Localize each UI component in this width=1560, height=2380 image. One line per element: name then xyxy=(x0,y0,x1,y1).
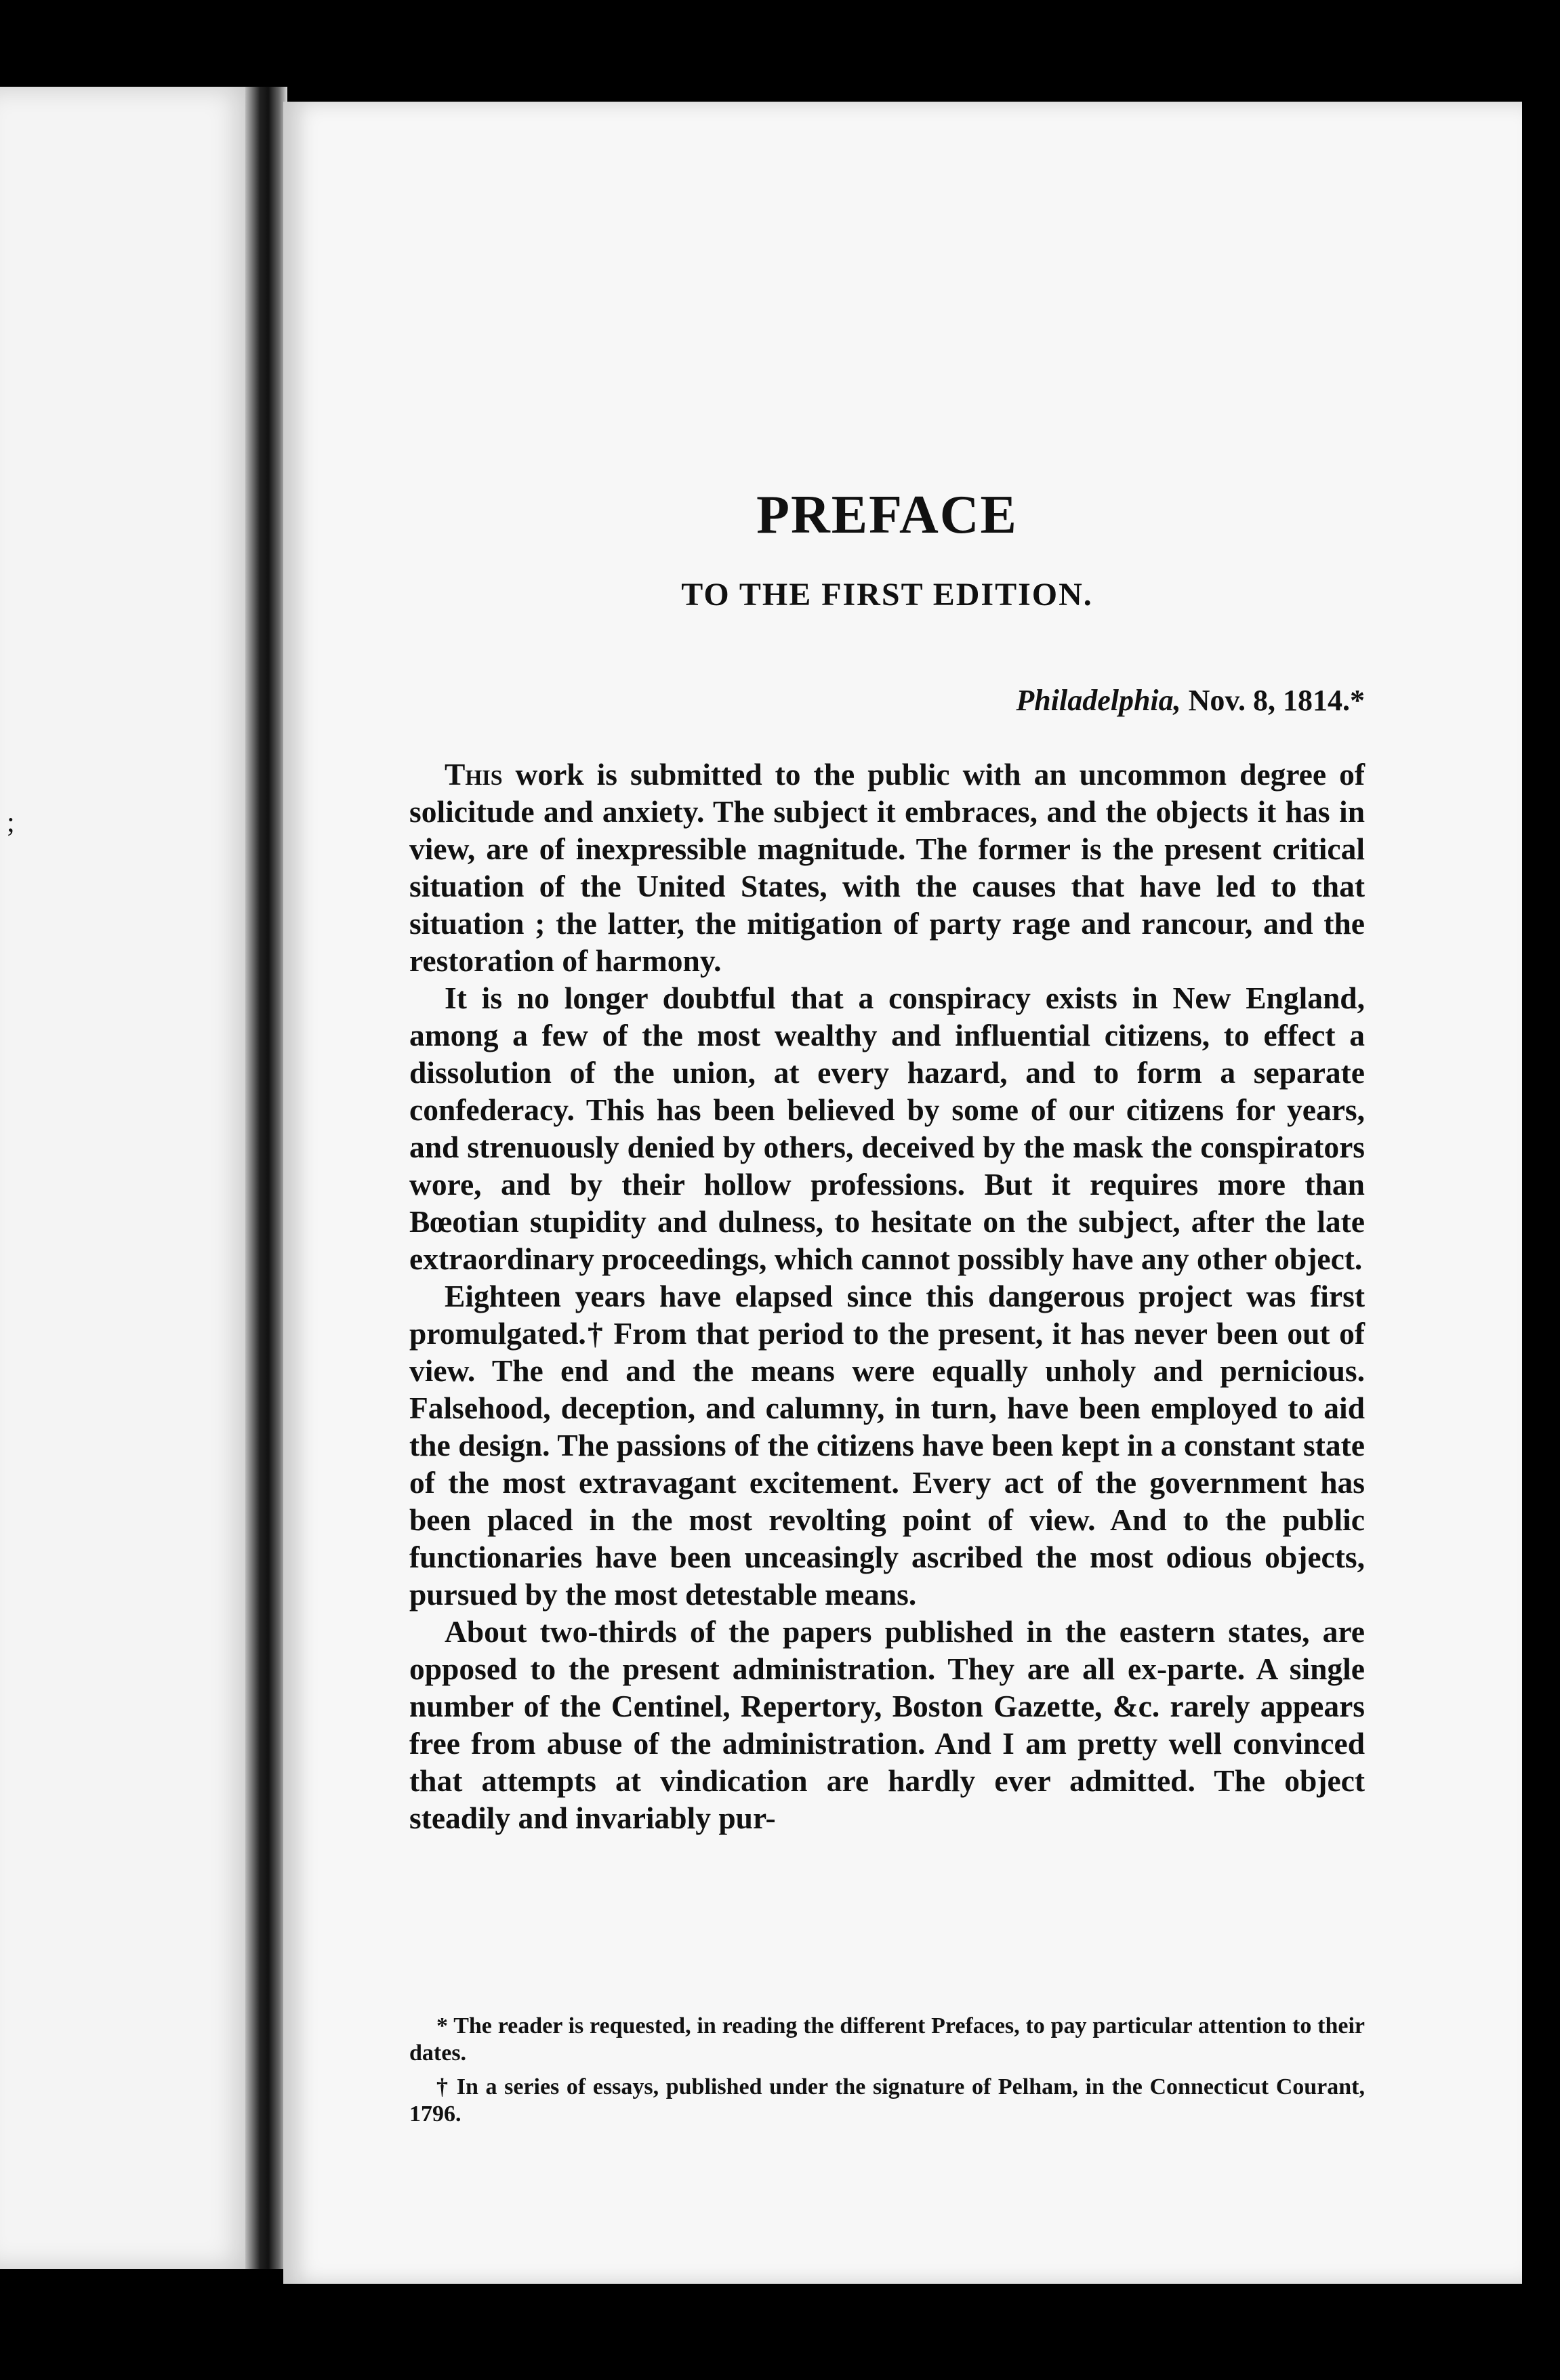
paragraph-text: work is submitted to the public with an uncommon degree of solicitude and anxiety. The subject it embraces, and the objects it has in view, are of inexpressible magnitude. The former is the present critical situation of the United States, with the causes that have led to that situation ; the latter, the mitigation of party rage and rancour, and the restoration of harmony. xyxy=(409,757,1365,978)
dateline-place: Philadelphia, xyxy=(1016,684,1181,717)
paragraph: About two-thirds of the papers published in the eastern states, are opposed to the present administration. They are all ex-parte. A single number of the Centinel, Repertory, Boston Gazette, &c. rarely appears free from abuse of the administration. And I am pretty well convinced that attempts at vindication are hardly ever admitted. The object steadily and invariably pur- xyxy=(409,1614,1365,1835)
body-text xyxy=(409,756,1365,1837)
paragraph-lead-word: This xyxy=(445,757,503,792)
footnotes xyxy=(409,2013,1365,2135)
footnote: * The reader is requested, in reading the different Prefaces, to pay particular attention to their dates. xyxy=(409,2013,1365,2066)
book-gutter xyxy=(245,87,287,2269)
dateline-date: Nov. 8, 1814.* xyxy=(1188,684,1365,717)
dateline xyxy=(1016,683,1365,718)
left-page xyxy=(0,87,258,2269)
paragraph xyxy=(409,756,1365,979)
right-page xyxy=(283,102,1522,2284)
footnote: † In a series of essays, published under the signature of Pelham, in the Connecticut Courant, 1796. xyxy=(409,2074,1365,2127)
page-subtitle: TO THE FIRST EDITION. xyxy=(681,577,1093,613)
paragraph: Eighteen years have elapsed since this dangerous project was first promulgated.† From that period to the present, it has never been out of view. The end and the means were equally unholy and pernicious. Falsehood, deception, and calumny, in turn, have been employed to aid the design. The passions of the citizens have been kept in a constant state of the most extravagant excitement. Every act of the government has been placed in the most revolting point of view. And to the public functionaries have been unceasingly ascribed the most odious objects, pursued by the most detestable means. xyxy=(409,1279,1365,1612)
page-title: PREFACE xyxy=(756,485,1018,545)
left-page-mark: ; xyxy=(7,807,15,838)
paragraph: It is no longer doubtful that a conspiracy exists in New England, among a few of the most wealthy and influential citizens, to effect a dissolution of the union, at every hazard, and to form a separate confederacy. This has been believed by some of our citizens for years, and strenuously denied by others, deceived by the mask the conspirators wore, and by their hollow professions. But it requires more than Bœotian stupidity and dulness, to hesitate on the subject, after the late extraordinary proceedings, which cannot possibly have any other object. xyxy=(409,981,1365,1276)
